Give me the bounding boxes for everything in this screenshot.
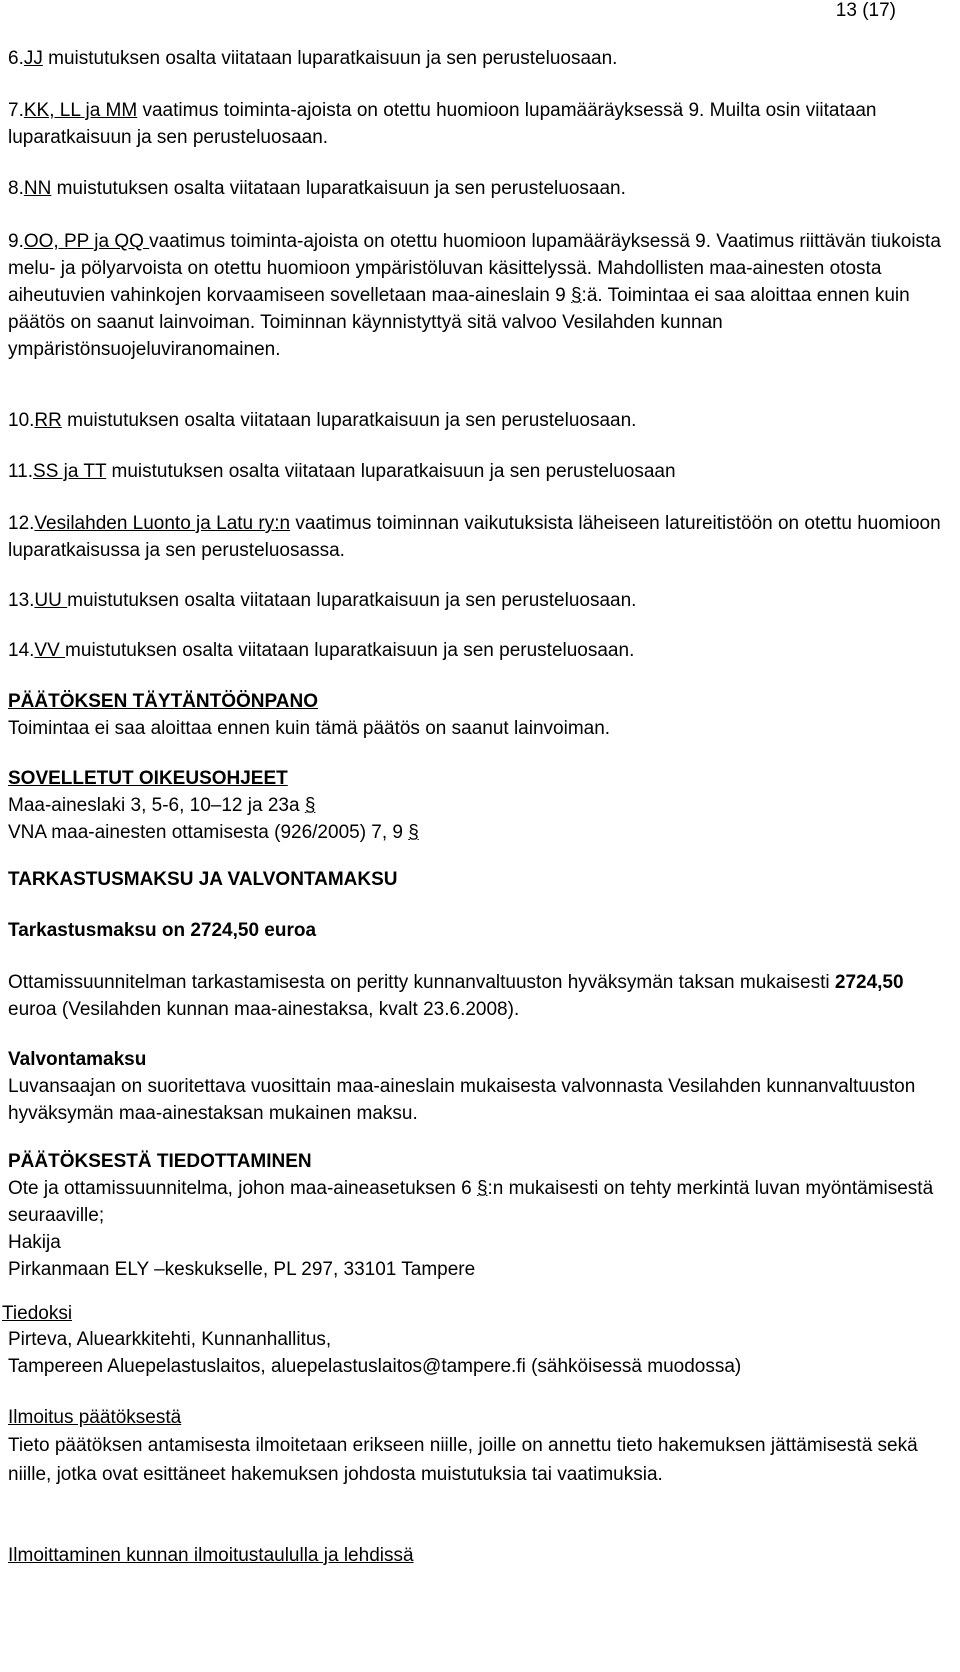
tiedoksi-block — [2, 1300, 947, 1327]
text: Ottamissuunnitelman tarkastamisesta on peritty kunnanvaltuuston hyväksymän taksan mukaisesti — [8, 972, 835, 993]
section-taytantoonpano — [8, 688, 953, 742]
tarkastusmaksu-text — [8, 969, 953, 1023]
item-party: KK, LL ja MM — [23, 100, 138, 121]
item-text: muistutuksen osalta viitataan luparatkaisuun ja sen perusteluosaan. — [65, 640, 635, 661]
tarkastusmaksu-heading — [8, 917, 953, 944]
text — [8, 1175, 953, 1229]
subheading: Ilmoittaminen kunnan ilmoitustaululla ja lehdissä — [8, 1545, 414, 1566]
section-sign: § — [408, 822, 419, 843]
ilmoittaminen-heading — [8, 1542, 953, 1569]
item-party: JJ — [23, 48, 43, 69]
list-item-10 — [8, 407, 953, 434]
section-heading: SOVELLETUT OIKEUSOHJEET — [8, 768, 288, 789]
item-text: vaatimus toiminta-ajoista on otettu huomioon lupamääräyksessä 9. Vaatimus riittävän tiukoista melu- ja pölyarvoista on otettu huomioon ympäristöluvan käsittelyssä. Mahdollisten maa-ainesten otosta aiheutuvien vahinkojen korvaamiseen sovelletaan maa-aineslain 9 — [8, 231, 941, 306]
item-number: 13. — [8, 590, 35, 611]
section-heading: PÄÄTÖKSESTÄ TIEDOTTAMINEN — [8, 1151, 312, 1172]
item-text: muistutuksen osalta viitataan luparatkaisuun ja sen perusteluosaan — [106, 461, 676, 482]
text: Ote ja ottamissuunnitelma, johon maa-aineasetuksen 6 — [8, 1178, 477, 1199]
amount: 2724,50 — [834, 972, 904, 993]
recipient-line: Pirteva, Aluearkkitehti, Kunnanhallitus, — [8, 1329, 332, 1350]
item-text: muistutuksen osalta viitataan luparatkaisuun ja sen perusteluosaan. — [61, 410, 637, 431]
text: Tieto päätöksen antamisesta ilmoitetaan erikseen niille, joille on annettu tieto hakemuksen jättämisestä sekä niille, jotka ovat esittäneet hakemuksen johdosta muistutuksia tai vaatimuksia. — [8, 1435, 918, 1485]
item-number: 11. — [8, 461, 34, 482]
text: euroa (Vesilahden kunnan maa-ainestaksa, kvalt 23.6.2008). — [8, 999, 520, 1020]
item-number: 14. — [8, 640, 35, 661]
list-item-9 — [8, 228, 953, 363]
text: Luvansaajan on suoritettava vuosittain maa-aineslain mukaisesta valvonnasta Vesilahden kunnanvaltuuston hyväksymän maa-ainestaksan mukainen maksu. — [8, 1076, 916, 1124]
list-item-6 — [8, 45, 953, 72]
text: :n mukaisesti on tehty merkintä luvan myöntämisestä seuraaville; — [8, 1178, 934, 1226]
item-number: 8. — [8, 178, 24, 199]
item-number: 9. — [8, 231, 24, 252]
page-number: 13 (17) — [835, 0, 896, 21]
tiedoksi-list — [8, 1326, 953, 1380]
item-party: SS ja TT — [33, 461, 107, 482]
item-number: 6. — [8, 48, 24, 69]
section-sign: § — [304, 795, 316, 816]
subheading: Tarkastusmaksu on 2724,50 euroa — [8, 920, 317, 941]
item-party: OO, PP ja QQ — [23, 231, 150, 252]
law-text: Maa-aineslaki 3, 5-6, 10–12 ja 23a — [8, 795, 305, 816]
section-sign: § — [570, 285, 582, 306]
ilmoitus-block — [8, 1404, 953, 1489]
law-line-2 — [8, 819, 953, 846]
item-number: 7. — [8, 100, 24, 121]
law-text: VNA maa-ainesten ottamisesta (926/2005) 7, 9 — [8, 822, 409, 843]
item-number: 12. — [8, 513, 35, 534]
valvontamaksu — [8, 1046, 953, 1127]
list-item-13 — [8, 587, 953, 614]
subheading: Tiedoksi — [2, 1303, 73, 1324]
hakija: Hakija — [8, 1232, 61, 1253]
item-text: vaatimus toiminta-ajoista on otettu huomioon lupamääräyksessä 9. Muilta osin viitataan luparatkaisuun ja sen perusteluosaan. — [8, 100, 877, 148]
item-party: UU — [34, 590, 68, 611]
item-party: Vesilahden Luonto ja Latu ry:n — [34, 513, 291, 534]
item-text: muistutuksen osalta viitataan luparatkaisuun ja sen perusteluosaan. — [67, 590, 637, 611]
list-item-8 — [8, 175, 953, 202]
section-heading: TARKASTUSMAKSU JA VALVONTAMAKSU — [8, 869, 398, 890]
section-maksu-heading — [8, 866, 953, 893]
law-line-1 — [8, 792, 953, 819]
section-heading: PÄÄTÖKSEN TÄYTÄNTÖÖNPANO — [8, 691, 318, 712]
item-text: muistutuksen osalta viitataan luparatkaisuun ja sen perusteluosaan. — [42, 48, 618, 69]
section-sign: § — [476, 1178, 488, 1199]
subheading: Ilmoitus päätöksestä — [8, 1407, 182, 1428]
list-item-12 — [8, 510, 953, 564]
item-party: VV — [34, 640, 66, 661]
item-text: vaatimus toiminnan vaikutuksista läheiseen latureitistöön on otettu huomioon luparatkaisussa ja sen perusteluosassa. — [8, 513, 941, 561]
section-sovelletut — [8, 765, 953, 846]
item-party: NN — [23, 178, 52, 199]
list-item-7 — [8, 97, 953, 151]
ely: Pirkanmaan ELY –keskukselle, PL 297, 33101 Tampere — [8, 1259, 476, 1280]
list-item-14 — [8, 637, 953, 664]
item-number: 10. — [8, 410, 35, 431]
recipient-line: Tampereen Aluepelastuslaitos, aluepelastuslaitos@tampere.fi (sähköisessä muodossa) — [8, 1356, 742, 1377]
item-text-cont: :ä. Toimintaa ei saa aloittaa ennen kuin päätös on saanut lainvoiman. Toiminnan käynnistyttyä sitä valvoo Vesilahden kunnan ympäristönsuojeluviranomainen. — [8, 285, 910, 360]
list-item-11 — [8, 458, 953, 485]
section-tiedottaminen — [8, 1148, 953, 1283]
item-party: RR — [34, 410, 62, 431]
item-text: muistutuksen osalta viitataan luparatkaisuun ja sen perusteluosaan. — [51, 178, 626, 199]
subheading: Valvontamaksu — [8, 1049, 147, 1070]
section-text: Toimintaa ei saa aloittaa ennen kuin tämä päätös on saanut lainvoiman. — [8, 718, 611, 739]
